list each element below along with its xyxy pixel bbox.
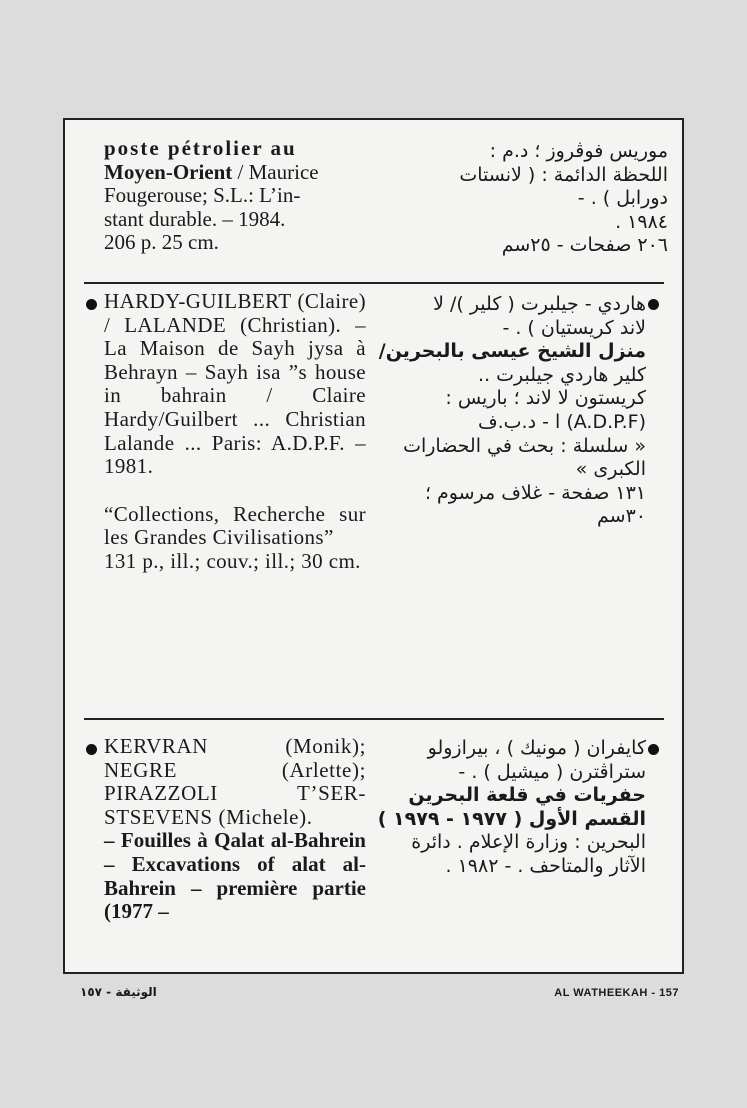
entry3-authors: KERVRAN (Monik); NEGRE (Arlette); PIRAZZOLI T’SER-STSEVENS (Michele). (104, 734, 366, 829)
entry2-series: “Collections, Recherche sur les Grandes Civilisations” (104, 501, 366, 550)
entry1-line: 206 p. 25 cm. (104, 230, 219, 255)
entry-bullet-ar (648, 299, 659, 310)
entry1-ar-line: اللحظة الدائمة : ( لانستات (459, 163, 668, 186)
entry-bullet-ar (648, 744, 659, 755)
entry2-ar-line: كلير هاردي جيلبرت .. (478, 363, 646, 386)
entry3-ar-line: الآثار والمتاحف . - ١٩٨٢ . (445, 854, 646, 877)
entry3-ar-title: حفريات في قلعة البحرين (408, 784, 646, 807)
entry2-ar-line: « سلسلة : بحث في الحضارات (403, 434, 646, 457)
entry2-ar-line: هاردي - جيلبرت ( كلير )/ لا (433, 293, 646, 315)
entry1-line: poste pétrolier au (104, 136, 297, 160)
entry1-ar-line: ٢٠٦ صفحات - ٢٥سم (501, 234, 668, 257)
entry1-arabic (378, 140, 668, 258)
entry1-latin (104, 137, 366, 255)
footer-page-arabic: الوثيقة - ١٥٧ (80, 985, 157, 999)
entry3-title: – Fouilles à Qalat al-Bahrein – Excavations of alat al-Bahrein – première partie (1977 – (104, 828, 366, 924)
entry-bullet (86, 744, 97, 755)
entry2-ar-line: (A.D.P.F) ا - د.ب.ف (477, 410, 646, 433)
entry2-ar-line: كريستون لا لاند ؛ باريس : (445, 387, 646, 410)
divider (84, 718, 664, 720)
entry1-title-part: Moyen-Orient (104, 159, 233, 184)
entry1-ar-line: ١٩٨٤ . (615, 210, 668, 233)
entry3-ar-title: القسم الأول ( ١٩٧٧ - ١٩٧٩ ) (377, 807, 646, 830)
entry1-line: Fougerouse; S.L.: L’in- (104, 183, 301, 208)
entry1-ar-line: دورابل ) . - (577, 187, 668, 210)
entry3-latin (104, 735, 366, 924)
entry2-ar-title: منزل الشيخ عيسى بالبحرين/ (378, 340, 646, 363)
entry1-ar-line: موريس فوڤروز ؛ د.م : (489, 140, 668, 162)
entry3-ar-line: كايفران ( مونيك ) ، بيرازولو (427, 737, 646, 759)
entry2-latin (104, 290, 366, 574)
entry2-ar-line: لاند كريستيان ) . - (502, 316, 646, 339)
entry2-extent: 131 p., ill.; couv.; ill.; 30 cm. (104, 548, 361, 573)
entry3-arabic (378, 737, 646, 879)
divider (84, 282, 664, 284)
entry3-ar-line: ستراڤترن ( ميشيل ) . - (458, 760, 646, 783)
entry2-ar-line: الكبرى » (575, 458, 646, 481)
entry1-line: Moyen-Orient / Maurice (104, 159, 319, 184)
entry2-arabic (378, 293, 646, 529)
entry3-ar-line: البحرين : وزارة الإعلام . دائرة (411, 831, 646, 854)
entry2-ar-line: ١٣١ صفحة - غلاف مرسوم ؛ (424, 481, 646, 504)
entry1-line: stant durable. – 1984. (104, 206, 286, 231)
entry2-main: HARDY-GUILBERT (Claire) / LALANDE (Christian). – La Maison de Sayh jysa à Behrayn – Sayh isa ”s house in bahrain / Claire Hardy/Guilbert ... Christian Lalande ... Paris: A.D.P.F. – 1981. (104, 289, 366, 479)
footer-page-latin: AL WATHEEKAH - 157 (554, 987, 679, 999)
entry2-ar-line: ٣٠سم (597, 505, 646, 528)
entry-bullet (86, 299, 97, 310)
